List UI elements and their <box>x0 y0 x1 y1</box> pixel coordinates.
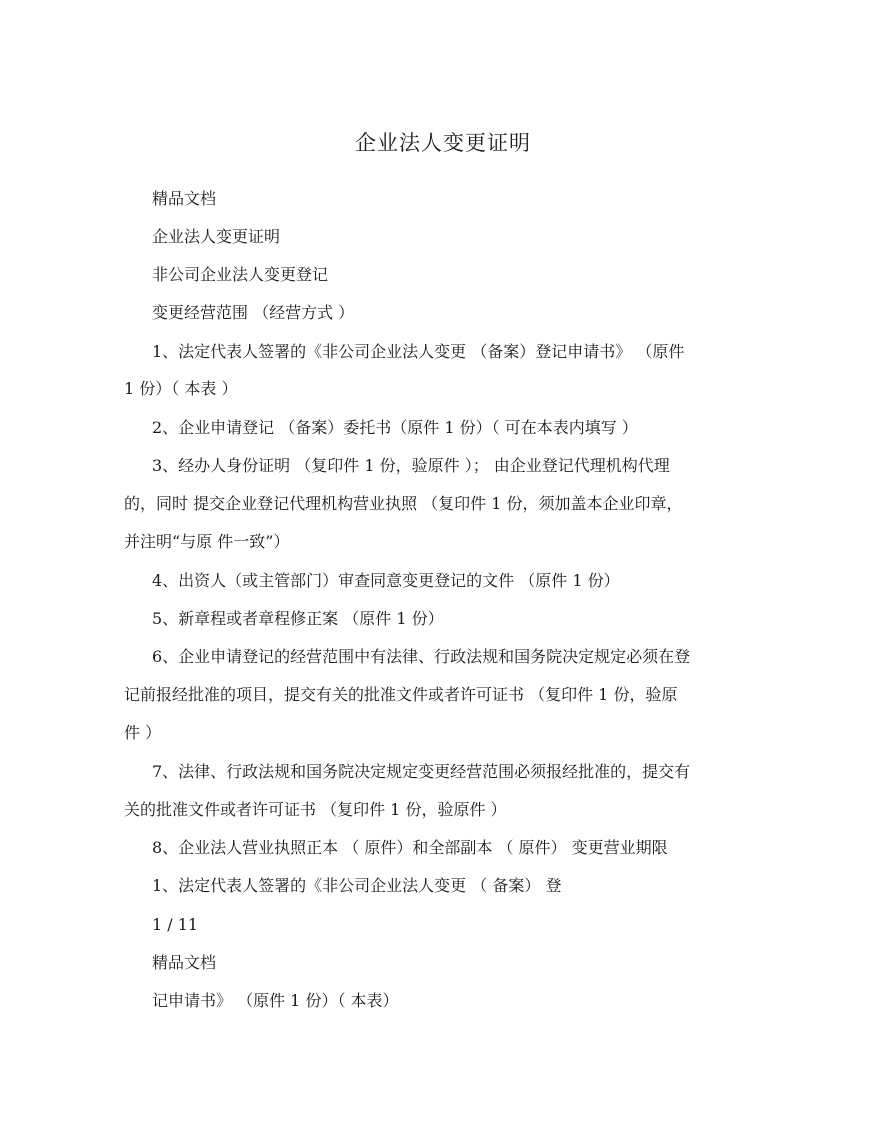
header-label: 精品文档 <box>152 189 217 208</box>
list-item-6-continued: 件 ） <box>124 723 162 742</box>
section-heading: 变更经营范围 （经营方式 ） <box>152 303 355 322</box>
list-item-3: 3、经办人身份证明 （复印件 1 份，验原件 ）； 由企业登记代理机构代理 <box>152 456 670 475</box>
list-item-3-continued: 的，同时 提交企业登记代理机构营业执照 （复印件 1 份，须加盖本企业印章， <box>124 494 683 513</box>
list-item-6: 6、企业申请登记的经营范围中有法律、行政法规和国务院决定规定必须在登 <box>152 647 691 666</box>
header-label: 精品文档 <box>152 953 217 972</box>
list-item-6-continued: 记前报经批准的项目，提交有关的批准文件或者许可证书 （复印件 1 份，验原 <box>124 685 678 704</box>
page-number: 1 / 11 <box>152 915 199 934</box>
subtitle-line: 企业法人变更证明 <box>152 227 281 246</box>
list-item-8: 8、企业法人营业执照正本 （ 原件）和全部副本 （ 原件） 变更营业期限 <box>152 838 668 857</box>
list-item-4: 4、出资人（或主管部门）审查同意变更登记的文件 （原件 1 份） <box>152 571 620 590</box>
list-item-2: 2、企业申请登记 （备案）委托书（原件 1 份）（ 可在本表内填写 ） <box>152 418 638 437</box>
list-item-5: 5、新章程或者章程修正案 （原件 1 份） <box>152 609 444 628</box>
list-item-1-continued: 记申请书》 （原件 1 份）（ 本表） <box>152 991 399 1010</box>
document-title: 企业法人变更证明 <box>355 131 531 155</box>
section-heading: 非公司企业法人变更登记 <box>152 265 329 284</box>
list-item-7-continued: 关的批准文件或者许可证书 （复印件 1 份，验原件 ） <box>124 800 507 819</box>
list-item-7: 7、法律、行政法规和国务院决定规定变更经营范围必须报经批准的，提交有 <box>152 762 691 781</box>
list-item-3-continued: 并注明“与原 件一致”） <box>124 532 290 551</box>
list-item-1-continued: 1 份）（ 本表 ） <box>124 379 238 398</box>
list-item-1: 1、法定代表人签署的《非公司企业法人变更 （ 备案） 登 <box>152 876 562 895</box>
list-item-1: 1、法定代表人签署的《非公司企业法人变更 （备案）登记申请书》 （原件 <box>152 342 685 361</box>
